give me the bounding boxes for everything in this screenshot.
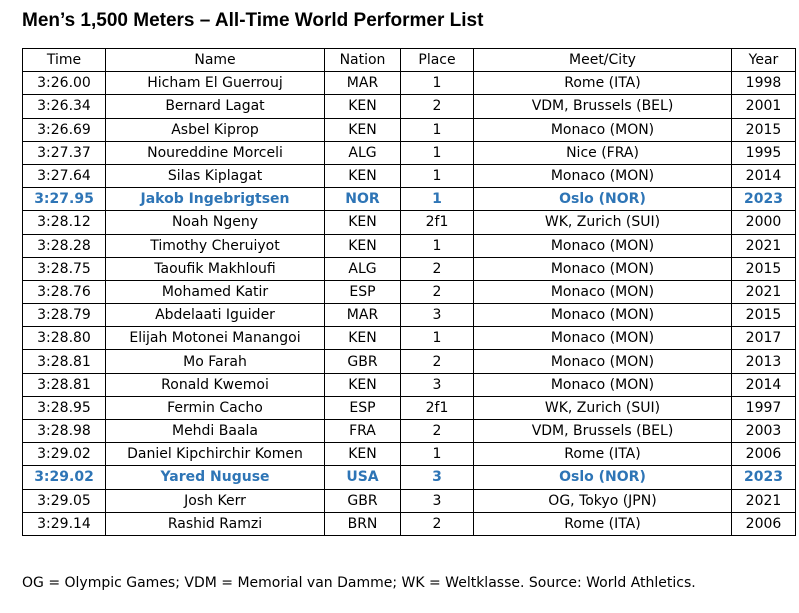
place-cell: 3: [401, 304, 474, 327]
year-cell: 2021: [732, 234, 796, 257]
place-cell: 3: [401, 466, 474, 489]
table-row: [23, 396, 796, 419]
name-cell: Elijah Motonei Manangoi: [106, 327, 325, 350]
time-cell: 3:28.79: [23, 304, 106, 327]
table-header-row: [23, 49, 796, 72]
time-cell: 3:26.00: [23, 72, 106, 95]
meet-city-cell: Monaco (MON): [474, 350, 732, 373]
meet-city-cell: Rome (ITA): [474, 72, 732, 95]
time-cell: 3:26.34: [23, 95, 106, 118]
time-cell: 3:28.98: [23, 420, 106, 443]
name-cell: Mehdi Baala: [106, 420, 325, 443]
table-row: [23, 350, 796, 373]
year-cell: 2023: [732, 466, 796, 489]
column-header-year: Year: [732, 49, 796, 72]
nation-cell: ESP: [325, 396, 401, 419]
name-cell: Abdelaati Iguider: [106, 304, 325, 327]
name-cell: Noah Ngeny: [106, 211, 325, 234]
time-cell: 3:27.95: [23, 188, 106, 211]
time-cell: 3:28.12: [23, 211, 106, 234]
meet-city-cell: Rome (ITA): [474, 512, 732, 535]
name-cell: Daniel Kipchirchir Komen: [106, 443, 325, 466]
nation-cell: ALG: [325, 141, 401, 164]
place-cell: 1: [401, 234, 474, 257]
column-header-nation: Nation: [325, 49, 401, 72]
table-row: [23, 304, 796, 327]
place-cell: 2: [401, 420, 474, 443]
place-cell: 1: [401, 141, 474, 164]
nation-cell: KEN: [325, 95, 401, 118]
time-cell: 3:29.02: [23, 466, 106, 489]
nation-cell: KEN: [325, 327, 401, 350]
year-cell: 2000: [732, 211, 796, 234]
page-title: Men’s 1,500 Meters – All-Time World Performer List: [22, 10, 484, 31]
year-cell: 2015: [732, 304, 796, 327]
year-cell: 2003: [732, 420, 796, 443]
year-cell: 2001: [732, 95, 796, 118]
year-cell: 2021: [732, 280, 796, 303]
name-cell: Ronald Kwemoi: [106, 373, 325, 396]
table-row: [23, 141, 796, 164]
table-row: [23, 280, 796, 303]
table-row: [23, 118, 796, 141]
column-header-meet-city: Meet/City: [474, 49, 732, 72]
nation-cell: ESP: [325, 280, 401, 303]
name-cell: Mohamed Katir: [106, 280, 325, 303]
table-row: [23, 443, 796, 466]
table-row: [23, 234, 796, 257]
nation-cell: GBR: [325, 350, 401, 373]
name-cell: Asbel Kiprop: [106, 118, 325, 141]
year-cell: 1998: [732, 72, 796, 95]
time-cell: 3:28.81: [23, 350, 106, 373]
name-cell: Fermin Cacho: [106, 396, 325, 419]
name-cell: Yared Nuguse: [106, 466, 325, 489]
time-cell: 3:28.28: [23, 234, 106, 257]
nation-cell: FRA: [325, 420, 401, 443]
nation-cell: NOR: [325, 188, 401, 211]
name-cell: Hicham El Guerrouj: [106, 72, 325, 95]
table-row-highlighted: [23, 188, 796, 211]
year-cell: 2014: [732, 164, 796, 187]
nation-cell: KEN: [325, 164, 401, 187]
year-cell: 2021: [732, 489, 796, 512]
nation-cell: BRN: [325, 512, 401, 535]
year-cell: 1997: [732, 396, 796, 419]
meet-city-cell: Monaco (MON): [474, 373, 732, 396]
name-cell: Timothy Cheruiyot: [106, 234, 325, 257]
time-cell: 3:29.02: [23, 443, 106, 466]
meet-city-cell: Monaco (MON): [474, 118, 732, 141]
time-cell: 3:29.05: [23, 489, 106, 512]
meet-city-cell: Oslo (NOR): [474, 466, 732, 489]
meet-city-cell: Monaco (MON): [474, 280, 732, 303]
time-cell: 3:28.95: [23, 396, 106, 419]
year-cell: 2013: [732, 350, 796, 373]
year-cell: 2023: [732, 188, 796, 211]
name-cell: Jakob Ingebrigtsen: [106, 188, 325, 211]
place-cell: 2f1: [401, 396, 474, 419]
column-header-time: Time: [23, 49, 106, 72]
place-cell: 1: [401, 164, 474, 187]
table-row: [23, 72, 796, 95]
meet-city-cell: Monaco (MON): [474, 164, 732, 187]
year-cell: 2014: [732, 373, 796, 396]
name-cell: Bernard Lagat: [106, 95, 325, 118]
meet-city-cell: VDM, Brussels (BEL): [474, 95, 732, 118]
nation-cell: MAR: [325, 304, 401, 327]
nation-cell: MAR: [325, 72, 401, 95]
place-cell: 3: [401, 373, 474, 396]
performer-table: [22, 48, 796, 536]
table-body: [23, 72, 796, 536]
nation-cell: KEN: [325, 443, 401, 466]
place-cell: 3: [401, 489, 474, 512]
time-cell: 3:26.69: [23, 118, 106, 141]
nation-cell: KEN: [325, 118, 401, 141]
meet-city-cell: Monaco (MON): [474, 257, 732, 280]
nation-cell: USA: [325, 466, 401, 489]
nation-cell: GBR: [325, 489, 401, 512]
meet-city-cell: Oslo (NOR): [474, 188, 732, 211]
year-cell: 2015: [732, 118, 796, 141]
column-header-place: Place: [401, 49, 474, 72]
place-cell: 2: [401, 350, 474, 373]
table-row: [23, 489, 796, 512]
year-cell: 2015: [732, 257, 796, 280]
meet-city-cell: VDM, Brussels (BEL): [474, 420, 732, 443]
nation-cell: ALG: [325, 257, 401, 280]
footnote: OG = Olympic Games; VDM = Memorial van Damme; WK = Weltklasse. Source: World Athletics.: [22, 575, 696, 591]
meet-city-cell: Monaco (MON): [474, 327, 732, 350]
year-cell: 2006: [732, 512, 796, 535]
nation-cell: KEN: [325, 211, 401, 234]
place-cell: 2: [401, 512, 474, 535]
nation-cell: KEN: [325, 234, 401, 257]
name-cell: Rashid Ramzi: [106, 512, 325, 535]
name-cell: Silas Kiplagat: [106, 164, 325, 187]
meet-city-cell: Rome (ITA): [474, 443, 732, 466]
time-cell: 3:28.75: [23, 257, 106, 280]
column-header-name: Name: [106, 49, 325, 72]
table-row: [23, 420, 796, 443]
meet-city-cell: Nice (FRA): [474, 141, 732, 164]
place-cell: 1: [401, 72, 474, 95]
time-cell: 3:27.64: [23, 164, 106, 187]
meet-city-cell: Monaco (MON): [474, 234, 732, 257]
place-cell: 1: [401, 118, 474, 141]
time-cell: 3:28.76: [23, 280, 106, 303]
meet-city-cell: Monaco (MON): [474, 304, 732, 327]
year-cell: 2006: [732, 443, 796, 466]
time-cell: 3:27.37: [23, 141, 106, 164]
place-cell: 2: [401, 280, 474, 303]
name-cell: Mo Farah: [106, 350, 325, 373]
table-row: [23, 512, 796, 535]
table-row: [23, 373, 796, 396]
meet-city-cell: WK, Zurich (SUI): [474, 211, 732, 234]
meet-city-cell: WK, Zurich (SUI): [474, 396, 732, 419]
meet-city-cell: OG, Tokyo (JPN): [474, 489, 732, 512]
year-cell: 1995: [732, 141, 796, 164]
year-cell: 2017: [732, 327, 796, 350]
table-row: [23, 257, 796, 280]
place-cell: 1: [401, 188, 474, 211]
place-cell: 2f1: [401, 211, 474, 234]
table-row: [23, 95, 796, 118]
name-cell: Josh Kerr: [106, 489, 325, 512]
time-cell: 3:28.81: [23, 373, 106, 396]
time-cell: 3:29.14: [23, 512, 106, 535]
time-cell: 3:28.80: [23, 327, 106, 350]
table-row: [23, 164, 796, 187]
name-cell: Taoufik Makhloufi: [106, 257, 325, 280]
place-cell: 2: [401, 95, 474, 118]
table-row: [23, 211, 796, 234]
nation-cell: KEN: [325, 373, 401, 396]
table-row: [23, 327, 796, 350]
name-cell: Noureddine Morceli: [106, 141, 325, 164]
table-row-highlighted: [23, 466, 796, 489]
place-cell: 1: [401, 327, 474, 350]
place-cell: 2: [401, 257, 474, 280]
place-cell: 1: [401, 443, 474, 466]
